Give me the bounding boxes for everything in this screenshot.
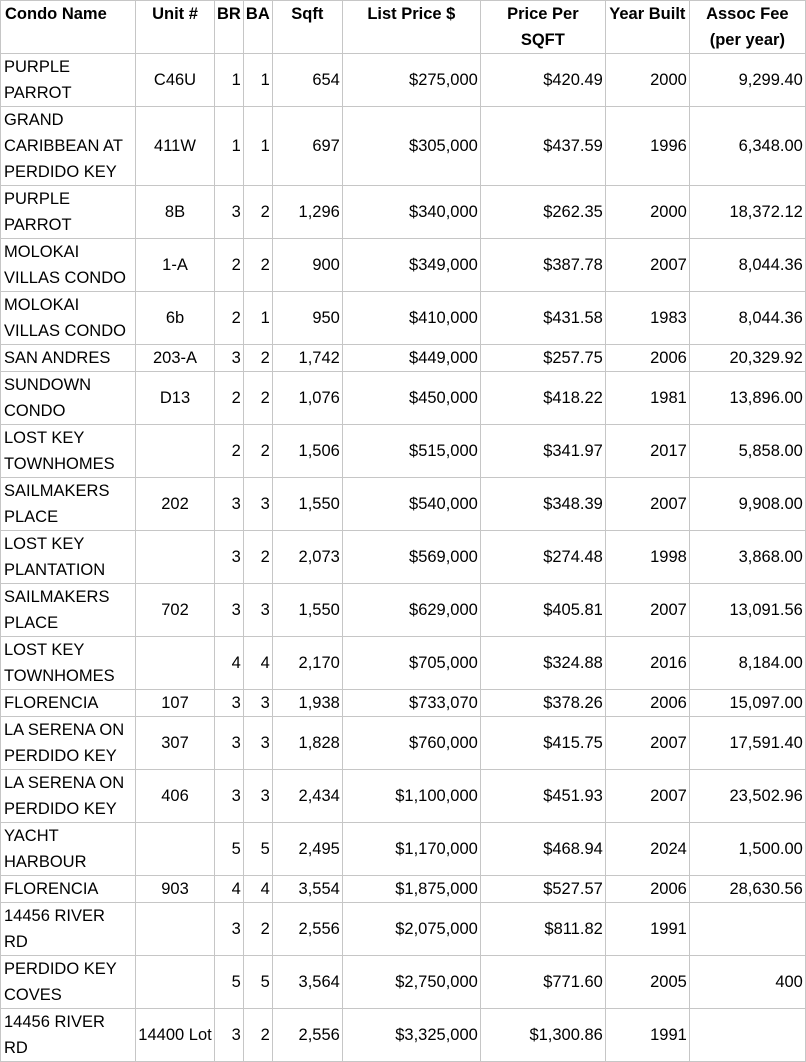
cell-br: 4 — [215, 876, 244, 903]
cell-year-built: 2024 — [605, 823, 689, 876]
header-price-per-sqft: Price Per SQFT — [480, 1, 605, 54]
cell-assoc-fee: 6,348.00 — [689, 107, 805, 186]
cell-condo-name: PERDIDO KEY COVES — [1, 956, 136, 1009]
cell-br: 3 — [215, 903, 244, 956]
cell-price-per-sqft: $811.82 — [480, 903, 605, 956]
cell-br: 3 — [215, 531, 244, 584]
cell-ba: 2 — [243, 345, 272, 372]
cell-price-per-sqft: $437.59 — [480, 107, 605, 186]
cell-br: 1 — [215, 107, 244, 186]
table-row — [1, 107, 806, 186]
cell-sqft: 697 — [272, 107, 342, 186]
cell-price-per-sqft: $468.94 — [480, 823, 605, 876]
cell-unit: 903 — [136, 876, 215, 903]
cell-condo-name: FLORENCIA — [1, 876, 136, 903]
cell-sqft: 950 — [272, 292, 342, 345]
cell-condo-name: SAN ANDRES — [1, 345, 136, 372]
cell-unit: 1-A — [136, 239, 215, 292]
header-list-price: List Price $ — [342, 1, 480, 54]
cell-unit: 6b — [136, 292, 215, 345]
cell-list-price: $275,000 — [342, 54, 480, 107]
header-br: BR — [215, 1, 244, 54]
cell-condo-name: GRAND CARIBBEAN AT PERDIDO KEY — [1, 107, 136, 186]
table-body — [1, 54, 806, 1062]
cell-unit: 411W — [136, 107, 215, 186]
cell-condo-name: SAILMAKERS PLACE — [1, 584, 136, 637]
cell-year-built: 2006 — [605, 345, 689, 372]
cell-unit — [136, 425, 215, 478]
cell-year-built: 2017 — [605, 425, 689, 478]
cell-br: 3 — [215, 770, 244, 823]
cell-condo-name: PURPLE PARROT — [1, 186, 136, 239]
cell-br: 5 — [215, 823, 244, 876]
cell-assoc-fee: 9,299.40 — [689, 54, 805, 107]
cell-list-price: $1,170,000 — [342, 823, 480, 876]
cell-unit: C46U — [136, 54, 215, 107]
cell-list-price: $3,325,000 — [342, 1009, 480, 1062]
cell-list-price: $340,000 — [342, 186, 480, 239]
cell-condo-name: SUNDOWN CONDO — [1, 372, 136, 425]
cell-assoc-fee: 3,868.00 — [689, 531, 805, 584]
cell-assoc-fee: 17,591.40 — [689, 717, 805, 770]
table-row — [1, 372, 806, 425]
cell-condo-name: LOST KEY PLANTATION — [1, 531, 136, 584]
cell-condo-name: 14456 RIVER RD — [1, 1009, 136, 1062]
cell-year-built: 2007 — [605, 717, 689, 770]
cell-assoc-fee: 9,908.00 — [689, 478, 805, 531]
cell-br: 5 — [215, 956, 244, 1009]
cell-year-built: 2007 — [605, 770, 689, 823]
cell-condo-name: YACHT HARBOUR — [1, 823, 136, 876]
cell-price-per-sqft: $418.22 — [480, 372, 605, 425]
cell-ba: 2 — [243, 186, 272, 239]
table-row — [1, 717, 806, 770]
cell-unit — [136, 823, 215, 876]
cell-price-per-sqft: $415.75 — [480, 717, 605, 770]
header-sqft: Sqft — [272, 1, 342, 54]
cell-sqft: 1,076 — [272, 372, 342, 425]
cell-assoc-fee — [689, 1009, 805, 1062]
cell-list-price: $629,000 — [342, 584, 480, 637]
cell-ba: 2 — [243, 1009, 272, 1062]
cell-assoc-fee: 400 — [689, 956, 805, 1009]
table-row — [1, 292, 806, 345]
cell-br: 3 — [215, 690, 244, 717]
cell-year-built: 1983 — [605, 292, 689, 345]
cell-sqft: 2,556 — [272, 903, 342, 956]
header-year-built: Year Built — [605, 1, 689, 54]
cell-list-price: $1,100,000 — [342, 770, 480, 823]
cell-condo-name: 14456 RIVER RD — [1, 903, 136, 956]
cell-ba: 2 — [243, 372, 272, 425]
cell-br: 1 — [215, 54, 244, 107]
cell-list-price: $2,750,000 — [342, 956, 480, 1009]
cell-price-per-sqft: $257.75 — [480, 345, 605, 372]
cell-year-built: 1991 — [605, 903, 689, 956]
cell-list-price: $515,000 — [342, 425, 480, 478]
cell-br: 2 — [215, 292, 244, 345]
cell-assoc-fee: 8,044.36 — [689, 239, 805, 292]
cell-sqft: 1,938 — [272, 690, 342, 717]
cell-assoc-fee: 8,184.00 — [689, 637, 805, 690]
cell-price-per-sqft: $451.93 — [480, 770, 605, 823]
cell-unit — [136, 531, 215, 584]
cell-year-built: 2007 — [605, 584, 689, 637]
cell-condo-name: LOST KEY TOWNHOMES — [1, 637, 136, 690]
table-row — [1, 903, 806, 956]
cell-year-built: 2000 — [605, 186, 689, 239]
cell-year-built: 2006 — [605, 876, 689, 903]
table-row — [1, 478, 806, 531]
cell-year-built: 1996 — [605, 107, 689, 186]
cell-ba: 5 — [243, 823, 272, 876]
cell-unit: 203-A — [136, 345, 215, 372]
cell-br: 3 — [215, 584, 244, 637]
cell-price-per-sqft: $405.81 — [480, 584, 605, 637]
table-row — [1, 770, 806, 823]
cell-list-price: $2,075,000 — [342, 903, 480, 956]
header-condo-name: Condo Name — [1, 1, 136, 54]
cell-sqft: 2,073 — [272, 531, 342, 584]
cell-ba: 3 — [243, 584, 272, 637]
cell-condo-name: SAILMAKERS PLACE — [1, 478, 136, 531]
cell-price-per-sqft: $431.58 — [480, 292, 605, 345]
header-unit: Unit # — [136, 1, 215, 54]
table-row — [1, 186, 806, 239]
table-row — [1, 956, 806, 1009]
cell-list-price: $1,875,000 — [342, 876, 480, 903]
cell-br: 3 — [215, 717, 244, 770]
table-row — [1, 345, 806, 372]
cell-sqft: 1,828 — [272, 717, 342, 770]
cell-ba: 2 — [243, 425, 272, 478]
cell-assoc-fee: 1,500.00 — [689, 823, 805, 876]
cell-list-price: $450,000 — [342, 372, 480, 425]
header-row — [1, 1, 806, 54]
cell-year-built: 2016 — [605, 637, 689, 690]
cell-assoc-fee: 18,372.12 — [689, 186, 805, 239]
cell-price-per-sqft: $348.39 — [480, 478, 605, 531]
cell-condo-name: LA SERENA ON PERDIDO KEY — [1, 770, 136, 823]
cell-ba: 1 — [243, 107, 272, 186]
table-row — [1, 876, 806, 903]
cell-year-built: 2005 — [605, 956, 689, 1009]
cell-assoc-fee: 15,097.00 — [689, 690, 805, 717]
cell-price-per-sqft: $341.97 — [480, 425, 605, 478]
cell-price-per-sqft: $274.48 — [480, 531, 605, 584]
cell-unit: 406 — [136, 770, 215, 823]
cell-list-price: $305,000 — [342, 107, 480, 186]
cell-assoc-fee: 28,630.56 — [689, 876, 805, 903]
cell-ba: 3 — [243, 770, 272, 823]
cell-ba: 4 — [243, 637, 272, 690]
cell-sqft: 1,742 — [272, 345, 342, 372]
table-row — [1, 425, 806, 478]
cell-unit: 107 — [136, 690, 215, 717]
cell-br: 3 — [215, 1009, 244, 1062]
cell-condo-name: MOLOKAI VILLAS CONDO — [1, 239, 136, 292]
cell-ba: 2 — [243, 531, 272, 584]
cell-price-per-sqft: $378.26 — [480, 690, 605, 717]
cell-sqft: 1,550 — [272, 478, 342, 531]
table-row — [1, 54, 806, 107]
cell-list-price: $410,000 — [342, 292, 480, 345]
cell-br: 2 — [215, 425, 244, 478]
cell-list-price: $705,000 — [342, 637, 480, 690]
header-assoc-fee: Assoc Fee (per year) — [689, 1, 805, 54]
cell-assoc-fee: 13,091.56 — [689, 584, 805, 637]
cell-sqft: 2,556 — [272, 1009, 342, 1062]
cell-year-built: 2007 — [605, 239, 689, 292]
cell-unit: 8B — [136, 186, 215, 239]
cell-unit: 307 — [136, 717, 215, 770]
table-row — [1, 690, 806, 717]
cell-year-built: 1981 — [605, 372, 689, 425]
cell-ba: 3 — [243, 717, 272, 770]
cell-condo-name: LOST KEY TOWNHOMES — [1, 425, 136, 478]
cell-br: 4 — [215, 637, 244, 690]
cell-unit — [136, 637, 215, 690]
table-row — [1, 239, 806, 292]
cell-list-price: $760,000 — [342, 717, 480, 770]
table-row — [1, 1009, 806, 1062]
cell-list-price: $349,000 — [342, 239, 480, 292]
cell-assoc-fee: 23,502.96 — [689, 770, 805, 823]
cell-ba: 5 — [243, 956, 272, 1009]
header-ba: BA — [243, 1, 272, 54]
cell-sqft: 1,506 — [272, 425, 342, 478]
cell-sqft: 654 — [272, 54, 342, 107]
cell-condo-name: LA SERENA ON PERDIDO KEY — [1, 717, 136, 770]
cell-sqft: 3,554 — [272, 876, 342, 903]
cell-year-built: 2007 — [605, 478, 689, 531]
table-row — [1, 637, 806, 690]
cell-ba: 1 — [243, 54, 272, 107]
cell-condo-name: PURPLE PARROT — [1, 54, 136, 107]
cell-year-built: 1991 — [605, 1009, 689, 1062]
cell-price-per-sqft: $262.35 — [480, 186, 605, 239]
table-row — [1, 823, 806, 876]
cell-ba: 1 — [243, 292, 272, 345]
cell-assoc-fee — [689, 903, 805, 956]
cell-unit: 702 — [136, 584, 215, 637]
cell-sqft: 1,550 — [272, 584, 342, 637]
cell-br: 3 — [215, 186, 244, 239]
cell-sqft: 2,434 — [272, 770, 342, 823]
cell-price-per-sqft: $771.60 — [480, 956, 605, 1009]
cell-price-per-sqft: $324.88 — [480, 637, 605, 690]
cell-sqft: 900 — [272, 239, 342, 292]
cell-price-per-sqft: $420.49 — [480, 54, 605, 107]
table-row — [1, 584, 806, 637]
cell-sqft: 2,495 — [272, 823, 342, 876]
cell-year-built: 2000 — [605, 54, 689, 107]
cell-ba: 2 — [243, 239, 272, 292]
cell-unit: 14400 Lot — [136, 1009, 215, 1062]
table-row — [1, 531, 806, 584]
cell-price-per-sqft: $387.78 — [480, 239, 605, 292]
cell-ba: 3 — [243, 478, 272, 531]
cell-assoc-fee: 8,044.36 — [689, 292, 805, 345]
cell-ba: 4 — [243, 876, 272, 903]
cell-unit — [136, 956, 215, 1009]
cell-list-price: $569,000 — [342, 531, 480, 584]
cell-list-price: $540,000 — [342, 478, 480, 531]
cell-br: 3 — [215, 345, 244, 372]
cell-ba: 2 — [243, 903, 272, 956]
cell-list-price: $733,070 — [342, 690, 480, 717]
cell-unit — [136, 903, 215, 956]
cell-price-per-sqft: $527.57 — [480, 876, 605, 903]
cell-sqft: 2,170 — [272, 637, 342, 690]
cell-assoc-fee: 13,896.00 — [689, 372, 805, 425]
cell-condo-name: MOLOKAI VILLAS CONDO — [1, 292, 136, 345]
cell-ba: 3 — [243, 690, 272, 717]
cell-sqft: 3,564 — [272, 956, 342, 1009]
cell-br: 3 — [215, 478, 244, 531]
cell-price-per-sqft: $1,300.86 — [480, 1009, 605, 1062]
cell-year-built: 1998 — [605, 531, 689, 584]
cell-br: 2 — [215, 239, 244, 292]
cell-sqft: 1,296 — [272, 186, 342, 239]
cell-br: 2 — [215, 372, 244, 425]
cell-condo-name: FLORENCIA — [1, 690, 136, 717]
cell-unit: D13 — [136, 372, 215, 425]
cell-year-built: 2006 — [605, 690, 689, 717]
cell-list-price: $449,000 — [342, 345, 480, 372]
cell-assoc-fee: 5,858.00 — [689, 425, 805, 478]
cell-assoc-fee: 20,329.92 — [689, 345, 805, 372]
cell-unit: 202 — [136, 478, 215, 531]
